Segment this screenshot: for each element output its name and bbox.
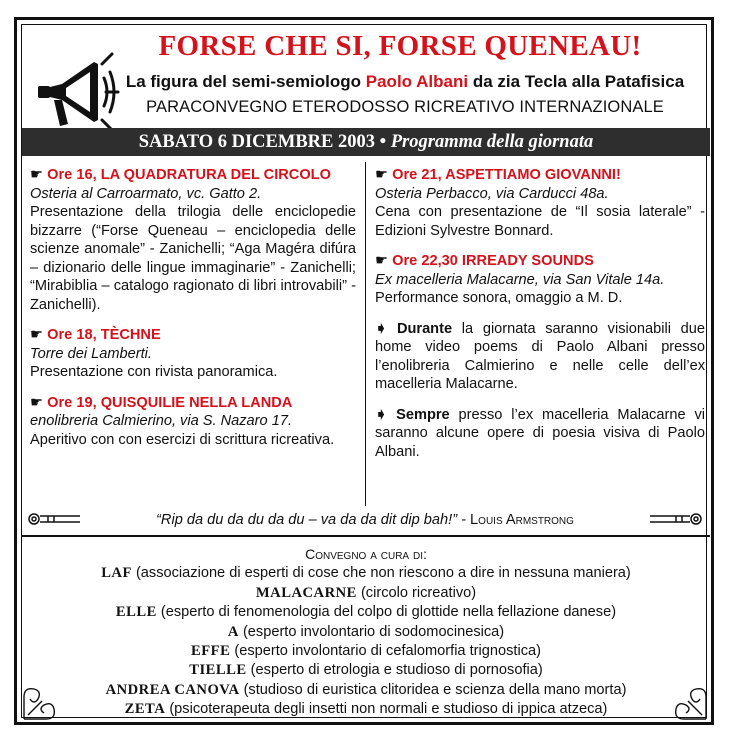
credit-desc: (esperto di etrologia e studioso di pornosofia) bbox=[246, 662, 543, 679]
date-band bbox=[22, 128, 710, 156]
corner-ornament-left-icon bbox=[22, 683, 60, 721]
program-item-time bbox=[30, 326, 356, 345]
program-item-desc: Presentazione della trilogia delle enciclopedie bizzarre (“Forse Queneau – enciclopedia delle scienze anomale” - Zanichelli; “Aga Magéra difúra – dizionario delle lingue immaginarie” - Zanichelli; “Mirabiblia – catalogo ragionato di libri introvabili” - Zanichelli). bbox=[30, 204, 356, 313]
program-column-right bbox=[375, 166, 705, 473]
subtitle-author-name: Paolo Albani bbox=[365, 72, 469, 91]
program-item-time bbox=[375, 166, 705, 185]
credit-desc: (psicoterapeuta degli insetti non normali e studioso di ippica atzeca) bbox=[165, 701, 608, 718]
program-item-place: Ex macelleria Malacarne, via San Vitale 14a. bbox=[375, 271, 665, 288]
credit-name: LAF bbox=[101, 565, 132, 582]
credit-line bbox=[60, 623, 672, 642]
quote-separator: - bbox=[457, 512, 471, 528]
credit-name: TIELLE bbox=[189, 662, 247, 679]
program-item bbox=[30, 166, 356, 314]
note-body: la giornata saranno visionabili due home video poems di Paolo Albani presso l’enolibreria Calmierino e nelle celle dell’ex macelleria Malacarne. bbox=[375, 320, 705, 392]
subtitle-text-post: da zia Tecla alla Patafisica bbox=[468, 72, 685, 91]
note-text bbox=[375, 406, 705, 462]
credit-name: ANDREA CANOVA bbox=[105, 681, 240, 698]
column-divider bbox=[365, 162, 366, 506]
credit-line bbox=[60, 642, 672, 661]
event-date: SABATO 6 DICEMBRE 2003 bbox=[138, 132, 376, 152]
pointing-hand-icon: ☛ bbox=[375, 167, 389, 183]
credit-line bbox=[60, 681, 672, 700]
pointing-hand-icon: ☛ bbox=[375, 253, 389, 269]
program-item-time-label: Ore 16, LA QUADRATURA DEL CIRCOLO bbox=[47, 167, 331, 183]
credit-desc: (esperto involontario di sodomocinesica) bbox=[238, 623, 505, 640]
quote-text: “Rip da du da du da du – va da da dit dip bah!” bbox=[156, 512, 458, 528]
credit-desc: (studioso di euristica clitoridea e scienza della mano morta) bbox=[239, 681, 627, 698]
event-kind: PARACONVEGNO ETERODOSSO RICREATIVO INTERNAZIONALE bbox=[146, 98, 664, 116]
ornament-left-icon bbox=[26, 511, 82, 527]
pointing-hand-icon: ☛ bbox=[30, 394, 44, 411]
credit-line bbox=[60, 661, 672, 680]
subtitle-text-pre: La figura del semi-semiologo bbox=[125, 72, 366, 91]
program-item-desc: Cena con presentazione de “Il sosia laterale” - Edizioni Sylvestre Bonnard. bbox=[375, 204, 705, 239]
program-item-time bbox=[375, 252, 705, 271]
credits-heading: Convegno a cura di: bbox=[305, 546, 427, 562]
corner-ornament-right-icon bbox=[670, 683, 708, 721]
credit-name: MALACARNE bbox=[255, 584, 357, 601]
program-item-time bbox=[30, 394, 356, 413]
credit-desc: (associazione di esperti di cose che non riescono a dire in nessuna maniera) bbox=[131, 565, 631, 582]
program-item-time-label: Ore 22,30 IRREADY SOUNDS bbox=[392, 253, 594, 269]
pointing-hand-icon: ☛ bbox=[30, 327, 44, 343]
credit-name: ELLE bbox=[115, 604, 157, 621]
quote-author: Louis Armstrong bbox=[470, 512, 574, 528]
credit-line bbox=[60, 603, 672, 622]
note-text bbox=[375, 320, 705, 394]
credit-name: EFFE bbox=[191, 643, 231, 660]
credit-name: ZETA bbox=[124, 701, 166, 718]
section-divider bbox=[22, 535, 710, 537]
program-item bbox=[375, 252, 705, 308]
note-item bbox=[375, 406, 705, 462]
credits bbox=[60, 545, 672, 720]
program-item-time-label: Ore 18, TÈCHNE bbox=[47, 327, 161, 343]
note-body: presso l’ex macelleria Malacarne vi saranno alcune opere di poesia visiva di Paolo Albani. bbox=[375, 406, 705, 460]
event-title: FORSE CHE SI, FORSE QUENEAU! bbox=[158, 30, 642, 62]
program-item-place: Torre dei Lamberti. bbox=[30, 345, 152, 362]
program-item-place: enolibreria Calmierino, via S. Nazaro 17. bbox=[30, 413, 292, 429]
program-item-desc: Aperitivo con con esercizi di scrittura ricreativa. bbox=[30, 431, 335, 448]
credit-desc: (esperto involontario di cefalomorfia trignostica) bbox=[230, 643, 541, 660]
note-lead: Sempre bbox=[396, 406, 450, 423]
note-item bbox=[375, 320, 705, 394]
program-item bbox=[375, 166, 705, 240]
arrow-right-icon: ➧ bbox=[375, 320, 388, 337]
note-lead: Durante bbox=[396, 320, 453, 337]
program-column-left bbox=[30, 166, 356, 461]
credit-line bbox=[60, 700, 672, 719]
arrow-right-icon: ➧ bbox=[375, 406, 388, 423]
program-item bbox=[30, 326, 356, 382]
program-item-time bbox=[30, 166, 356, 185]
credit-desc: (esperto di fenomenologia del colpo di glottide nella fellazione danese) bbox=[156, 604, 617, 621]
quote bbox=[100, 512, 630, 528]
program-item-place: Osteria Perbacco, via Carducci 48a. bbox=[375, 185, 609, 202]
program-item bbox=[30, 394, 356, 450]
program-label: Programma della giornata bbox=[390, 132, 594, 152]
program-item-desc: Performance sonora, omaggio a M. D. bbox=[375, 290, 623, 306]
credit-line bbox=[60, 564, 672, 583]
band-bullet: • bbox=[379, 132, 387, 152]
program-item-time-label: Ore 21, ASPETTIAMO GIOVANNI! bbox=[392, 167, 621, 183]
pointing-hand-icon: ☛ bbox=[30, 167, 44, 183]
program-item-desc: Presentazione con rivista panoramica. bbox=[30, 364, 278, 380]
event-subtitle bbox=[110, 72, 700, 92]
credit-line bbox=[60, 584, 672, 603]
credit-name: A bbox=[227, 623, 239, 640]
program-item-place: Osteria al Carroarmato, vc. Gatto 2. bbox=[30, 185, 262, 202]
ornament-right-icon bbox=[648, 511, 704, 527]
credit-desc: (circolo ricreativo) bbox=[356, 584, 477, 601]
program-item-time-label: Ore 19, QUISQUILIE NELLA LANDA bbox=[47, 394, 293, 411]
